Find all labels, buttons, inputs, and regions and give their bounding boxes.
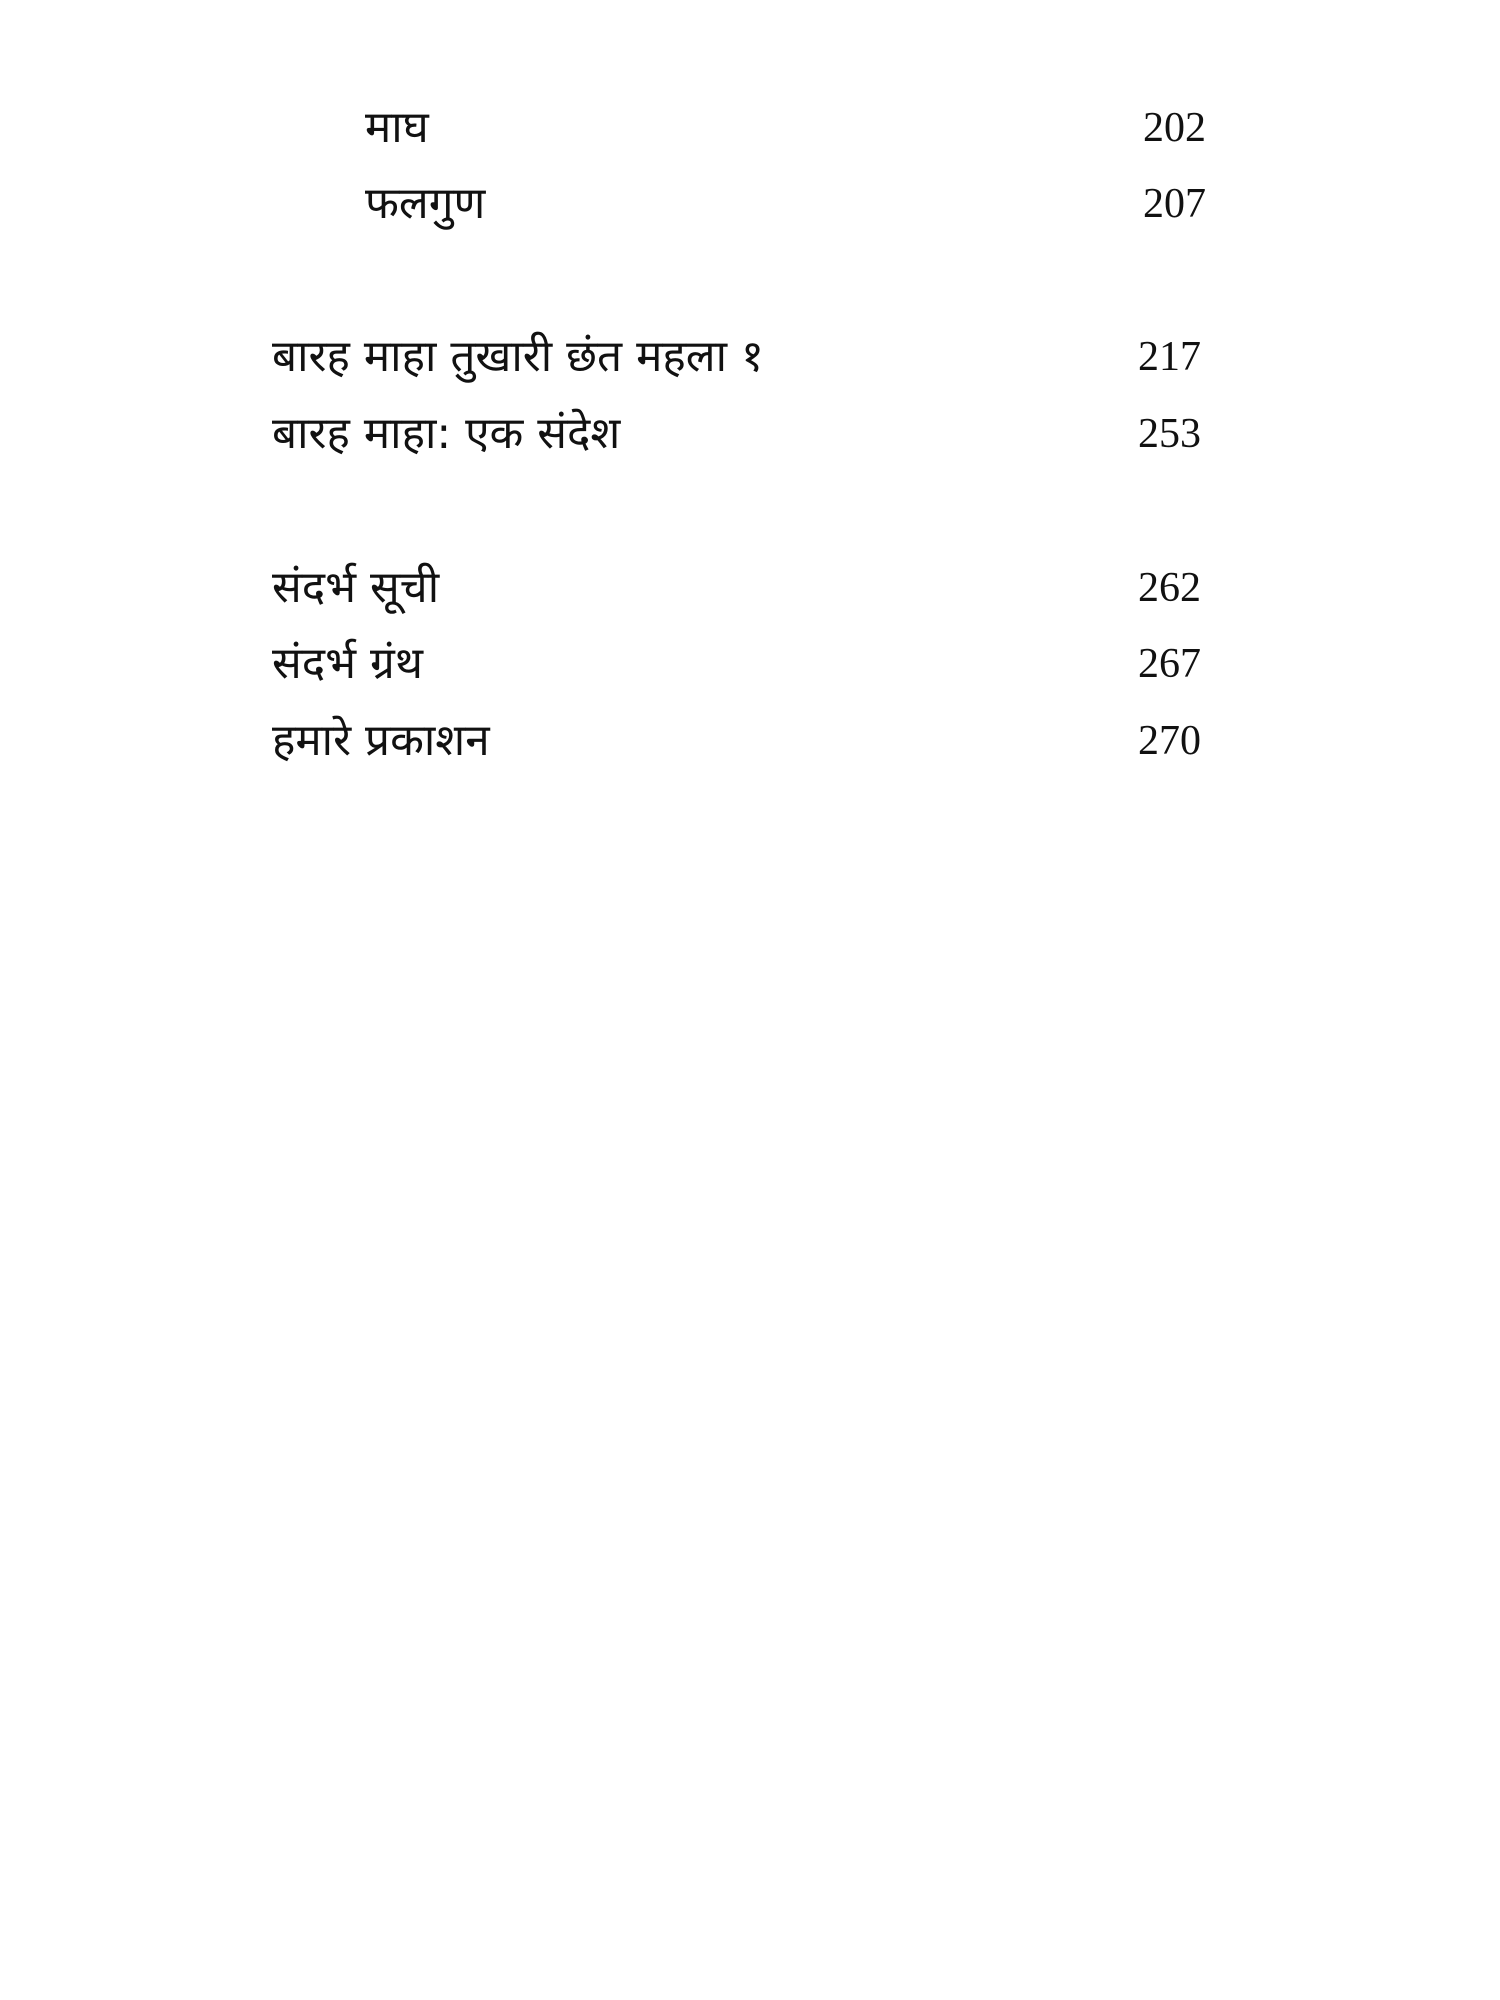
toc-row-magh bbox=[365, 98, 1215, 158]
toc-entry-page: 267 bbox=[1138, 641, 1201, 687]
toc-entry-title: माघ bbox=[365, 102, 429, 153]
toc-entry-title: संदर्भ ग्रंथ bbox=[272, 638, 423, 689]
toc-row-sandarbh-granth bbox=[272, 634, 1222, 694]
toc-entry-title: बारह माहा: एक संदेश bbox=[272, 408, 621, 459]
toc-entry-page: 202 bbox=[1143, 105, 1206, 151]
toc-row-hamare-prakashan bbox=[272, 711, 1222, 771]
toc-entry-page: 217 bbox=[1138, 334, 1201, 380]
toc-row-barah-maha-sandesh bbox=[272, 404, 1222, 464]
toc-entry-title: संदर्भ सूची bbox=[272, 562, 440, 613]
toc-entry-title: हमारे प्रकाशन bbox=[272, 715, 490, 766]
toc-entry-page: 270 bbox=[1138, 718, 1201, 764]
toc-row-barah-maha-tukhari bbox=[272, 327, 1222, 387]
toc-entry-page: 207 bbox=[1143, 181, 1206, 227]
toc-entry-title: फलगुण bbox=[365, 178, 486, 229]
toc-entry-page: 253 bbox=[1138, 411, 1201, 457]
toc-entry-title: बारह माहा तुखारी छंत महला १ bbox=[272, 331, 764, 382]
toc-row-phalgun bbox=[365, 174, 1215, 234]
toc-entry-page: 262 bbox=[1138, 565, 1201, 611]
toc-row-sandarbh-suchi bbox=[272, 558, 1222, 618]
